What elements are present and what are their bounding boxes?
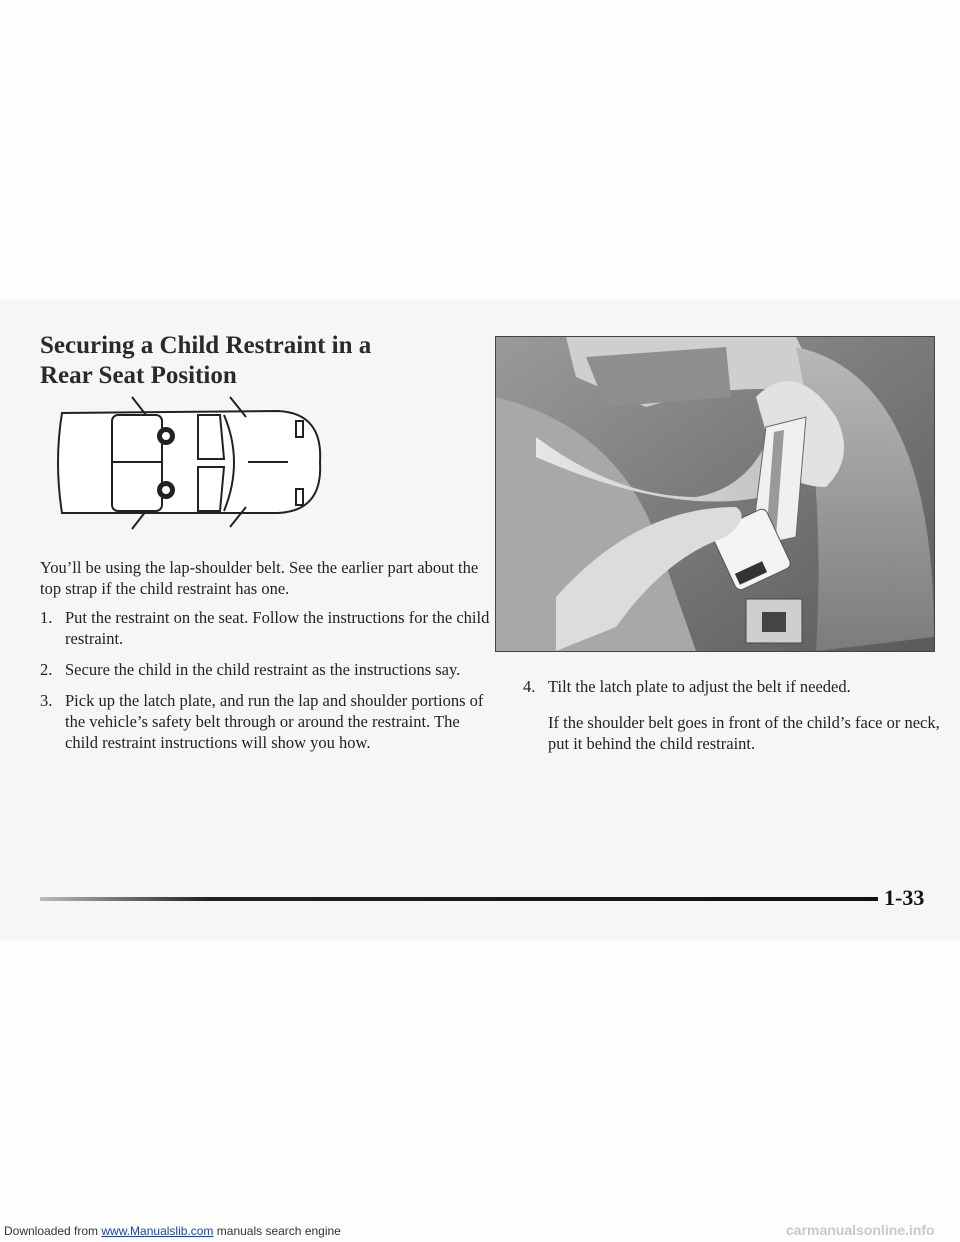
section-title <box>40 331 371 391</box>
latch-plate-illustration <box>496 337 934 651</box>
step-text: Secure the child in the child restraint as the instructions say. <box>65 660 461 679</box>
section-title-line2: Rear Seat Position <box>40 362 237 389</box>
source-suffix: manuals search engine <box>213 1224 341 1238</box>
page-number: 1-33 <box>884 885 925 910</box>
intro-paragraph: You’ll be using the lap-shoulder belt. See the earlier part about the top strap if the child restraint has one. <box>40 558 479 598</box>
source-line <box>4 1224 341 1238</box>
steps-list <box>40 607 490 763</box>
watermark: carmanualsonline.info <box>786 1222 935 1238</box>
footer-rule <box>40 897 878 901</box>
list-item <box>40 690 490 753</box>
step-number: 2. <box>40 660 53 679</box>
source-prefix: Downloaded from <box>4 1224 102 1238</box>
list-item <box>40 659 490 680</box>
step-text: Put the restraint on the seat. Follow the instructions for the child restraint. <box>65 608 490 648</box>
step-text: Tilt the latch plate to adjust the belt if needed. <box>548 677 851 696</box>
manualslib-link[interactable]: www.Manualslib.com <box>101 1224 214 1238</box>
seat-position-diagram <box>48 395 324 530</box>
list-item <box>40 607 490 649</box>
section-title-line1: Securing a Child Restraint in a <box>40 332 372 359</box>
step-number: 4. <box>523 677 536 696</box>
latch-plate-photo <box>495 336 935 652</box>
step-text: Pick up the latch plate, and run the lap and shoulder portions of the vehicle’s safety belt through or around the restraint. The child restraint instructions will show you how. <box>65 691 484 752</box>
step-number: 3. <box>40 691 53 710</box>
step-four-note: If the shoulder belt goes in front of the child’s face or neck, put it behind the child restraint. <box>548 713 940 753</box>
step-number: 1. <box>40 608 53 627</box>
step-four <box>523 676 943 697</box>
